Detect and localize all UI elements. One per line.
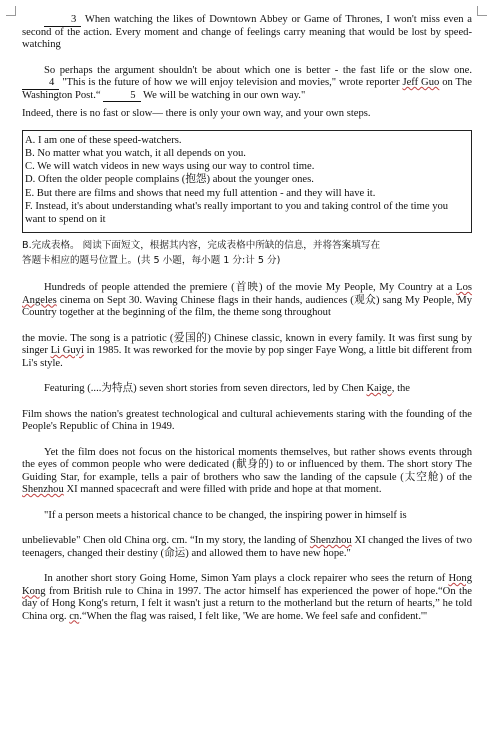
options-box	[22, 130, 472, 234]
passage-b-p1b: cinema on Sept 30. Waving Chinese flags in their hands, audiences (观众) sang My People, My Country together at the beginning of the film, the theme song throughout	[22, 294, 472, 319]
passage-b-p3b: , the	[391, 383, 411, 395]
passage-a-paragraph-2-end: Indeed, there is no fast or slow— there is only your own way, and your own steps.	[22, 108, 371, 120]
passage-b-p8a: In another short story Going Home, Simon Yam plays a clock repairer who sees the return of	[44, 573, 446, 585]
section-b-instructions	[22, 239, 472, 269]
page-corner-mark	[477, 6, 487, 16]
section-b-line-1: B.完成表格。 阅读下面短文，根据其内容，完成表格中所缺的信息，并将答案填写在	[22, 240, 381, 252]
passage-b-p2b: in 1985. It was reworked for the movie by pop singer Faye Wong, a little bit different from Li's style.	[22, 345, 472, 369]
passage-b-p3a: Featuring (....为特点) seven short stories from seven directors, led by Chen	[44, 383, 364, 395]
passage-b-paragraph-2	[22, 333, 472, 371]
passage-a-p2-text3: on The Washington Post.“	[22, 77, 472, 101]
blank-4[interactable]: 4	[22, 78, 59, 90]
passage-a-p2-text2: "This is the future of how we will enjoy television and movies," wrote reporter	[62, 77, 400, 89]
passage-b-paragraph-4: Film shows the nation's greatest technological and cultural achievements staring with the founding of the People's Republic of China in 1949.	[22, 408, 472, 433]
passage-a-p2-text1: So perhaps the argument shouldn't be about which one is better - the fast life or the slow one.	[44, 64, 472, 76]
document-page	[22, 14, 472, 623]
reporter-name: Jeff Guo	[402, 77, 440, 89]
option-d[interactable]: D. Often the older people complains (抱怨) about the younger ones.	[25, 174, 314, 186]
option-c[interactable]: C. We will watch videos in new ways using our way to control time.	[25, 161, 315, 173]
spacecraft-name: Shenzhou	[22, 484, 64, 496]
director-name: Kaige	[366, 383, 392, 395]
option-b[interactable]: B. No matter what you watch, it all depends on you.	[25, 148, 246, 160]
blank-3[interactable]: 3	[44, 15, 81, 27]
place-name: Hong Kong	[22, 573, 472, 597]
option-e[interactable]: E. But there are films and shows that need my full attention - and they will have it.	[25, 187, 376, 199]
passage-a-paragraph-2	[22, 65, 472, 103]
option-f[interactable]: F. Instead, it's about understanding what's really important to you and taking control of the time you want to spend on it	[25, 200, 449, 226]
section-b-line-2: 答题卡相应的题号位置上。(共 5 小题，每小题 1 分:计 5 分)	[22, 255, 281, 267]
page-corner-mark	[6, 6, 16, 16]
passage-b-p8c: .“When the flag was raised, I felt like, 'We are home. We feel safe and confident.'"	[79, 610, 428, 622]
passage-a-p2-text4: We will be watching in our own way."	[143, 89, 306, 101]
city-name: Los Angeles	[22, 282, 472, 306]
passage-b-paragraph-6: "If a person meets a historical chance to be changed, the inspiring power in himself is	[44, 509, 407, 521]
blank-5[interactable]: 5	[103, 91, 140, 103]
passage-b-paragraph-3	[22, 383, 472, 396]
passage-b-p7a: unbelievable" Chen old China org. cm. “In my story, the landing of	[22, 535, 308, 547]
option-a[interactable]: A. I am one of these speed-watchers.	[25, 134, 182, 146]
passage-a-paragraph-1-text: When watching the likes of Downtown Abbey or Game of Thrones, I won't miss even a second of the action. Every moment and change of feelings carry meaning that would be lost by speed-watching	[22, 14, 472, 51]
passage-b-p1a: Hundreds of people attended the premiere (首映) of the movie My People, My Country at a	[44, 282, 453, 294]
passage-b-paragraph-8	[22, 573, 472, 623]
passage-b-p5a: Yet the film does not focus on the historical moments themselves, but rather shows events through the eyes of common people who were dedicated (献身的) to or influenced by them. The short story The Guiding Star, for example, tells a pair of brothers who saw the landing of the capsule (太空舱) of the	[22, 446, 472, 483]
spacecraft-name: Shenzhou	[309, 535, 352, 547]
passage-b-p2a: the movie. The song is a patriotic (爱国的) Chinese classic, known in every family. It was first sung by singer	[22, 332, 472, 357]
passage-a-paragraph-1	[22, 14, 472, 52]
singer-name: Li Guyi	[50, 345, 84, 357]
passage-b-p7b: XI changed the lives of two teenagers, changed their destiny (命运) and allowed them to have new hope."	[22, 535, 472, 559]
passage-b-paragraph-1	[22, 282, 472, 320]
passage-b-p8b: from British rule to China in 1997. The actor himself has experienced the power of hope.“On the day of Hong Kong's return, I felt it wasn't just a return to the motherland but the return of hearts,” he told China org.	[22, 585, 472, 622]
passage-b-p5b: XI manned spacecraft and were filled with pride and hope at that moment.	[66, 484, 382, 496]
domain-suffix: cn	[69, 610, 80, 622]
passage-b-paragraph-5	[22, 447, 472, 497]
passage-b-paragraph-7	[22, 535, 472, 560]
